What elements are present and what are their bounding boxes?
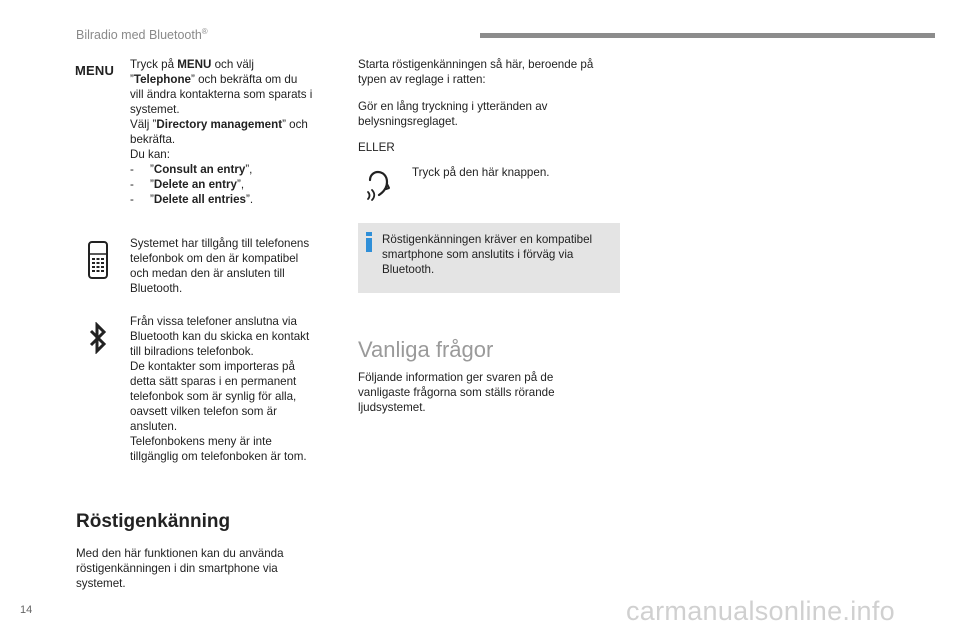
section-heading-faq: Vanliga frågor (358, 337, 494, 362)
bluetooth-icon (88, 322, 108, 354)
menu-term: Directory management (156, 118, 283, 131)
text-line (130, 162, 350, 177)
text-segment: ”. (245, 193, 254, 206)
text-segment: Välj ” (130, 118, 157, 131)
text-line (130, 102, 350, 117)
text-line: Systemet har tillgång till telefonens (130, 237, 310, 250)
header-title: Bilradio med Bluetooth (76, 28, 202, 43)
menu-term: Delete an entry (153, 178, 237, 191)
text-line: typen av reglage i ratten: (358, 73, 486, 86)
section-heading-voice: Röstigenkänning (76, 511, 231, 532)
long-press-instruction (358, 99, 623, 129)
text-line: Gör en lång tryckning i ytteränden av (358, 100, 548, 113)
text-line (130, 72, 350, 87)
text-line: Röstigenkänningen kräver en kompatibel (382, 233, 593, 246)
text-line (130, 132, 350, 147)
menu-instructions (130, 57, 350, 207)
text-line (130, 87, 350, 102)
text-segment: och välj (211, 58, 254, 71)
press-button-instruction: Tryck på den här knappen. (412, 166, 550, 179)
header-bar (480, 33, 935, 38)
text-line: systemet. (76, 577, 126, 590)
menu-term: Delete all entries (153, 193, 246, 206)
running-header (76, 27, 208, 42)
text-line: belysningsreglaget. (358, 115, 458, 128)
text-segment: ”, (245, 163, 253, 176)
text-segment: ” (130, 73, 134, 86)
text-line: ansluten. (130, 420, 178, 433)
or-label: ELLER (358, 141, 395, 154)
text-segment: ” och (282, 118, 308, 131)
text-line: tillgänglig om telefonboken är tom. (130, 450, 307, 463)
registered-mark: ® (201, 27, 208, 36)
text-line: Bluetooth kan du skicka en kontakt (130, 330, 310, 343)
text-segment: vill ändra kontakterna som sparats i (130, 88, 313, 101)
voice-start-intro (358, 57, 623, 87)
text-line: telefonbok om den är kompatibel (130, 252, 299, 265)
info-icon (364, 232, 374, 250)
text-line: till bilradions telefonbok. (130, 345, 254, 358)
page-number: 14 (20, 604, 33, 616)
text-line: vanligaste frågorna som ställs rörande (358, 386, 555, 399)
text-segment: ”, (236, 178, 245, 191)
voice-command-icon (365, 168, 399, 202)
text-segment: ” och bekräfta om du (191, 73, 298, 86)
text-segment: - ” (130, 178, 154, 191)
text-line (130, 57, 350, 72)
text-segment: Du kan: (130, 148, 170, 161)
menu-term: Consult an entry (153, 163, 246, 176)
text-line: röstigenkänningen i din smartphone via (76, 562, 278, 575)
text-line: Följande information ger svaren på de (358, 371, 554, 384)
text-line: och medan den är ansluten till (130, 267, 285, 280)
menu-icon: MENU (75, 63, 115, 78)
text-segment: Tryck på (130, 58, 178, 71)
text-line: telefonbok som är synlig för alla, (130, 390, 297, 403)
text-line (130, 147, 350, 162)
text-line (130, 192, 350, 207)
info-text (382, 232, 617, 277)
text-line: Bluetooth. (382, 263, 435, 276)
text-line: smartphone som anslutits i förväg via (382, 248, 574, 261)
text-line: Starta röstigenkänningen så här, beroende på (358, 58, 594, 71)
mobile-phone-icon (87, 241, 109, 279)
text-segment: - ” (130, 163, 154, 176)
text-line (130, 177, 350, 192)
voice-intro (76, 546, 336, 591)
info-box (358, 223, 620, 293)
watermark: carmanualsonline.info (626, 596, 895, 626)
text-line: Telefonbokens meny är inte (130, 435, 272, 448)
faq-intro (358, 370, 623, 415)
text-line (130, 117, 350, 132)
text-segment: systemet. (130, 103, 180, 116)
text-line: oavsett vilken telefon som är (130, 405, 277, 418)
text-line: Från vissa telefoner anslutna via (130, 315, 297, 328)
text-line: De kontakter som importeras på (130, 360, 295, 373)
text-segment: - ” (130, 193, 154, 206)
text-line: Bluetooth. (130, 282, 183, 295)
text-line: ljudsystemet. (358, 401, 426, 414)
text-segment: bekräfta. (130, 133, 176, 146)
text-line: Med den här funktionen kan du använda (76, 547, 284, 560)
phone-instructions (130, 236, 350, 296)
bluetooth-instructions (130, 314, 350, 464)
menu-term: MENU (177, 58, 212, 71)
menu-term: Telephone (133, 73, 191, 86)
text-line: detta sätt sparas i en permanent (130, 375, 297, 388)
